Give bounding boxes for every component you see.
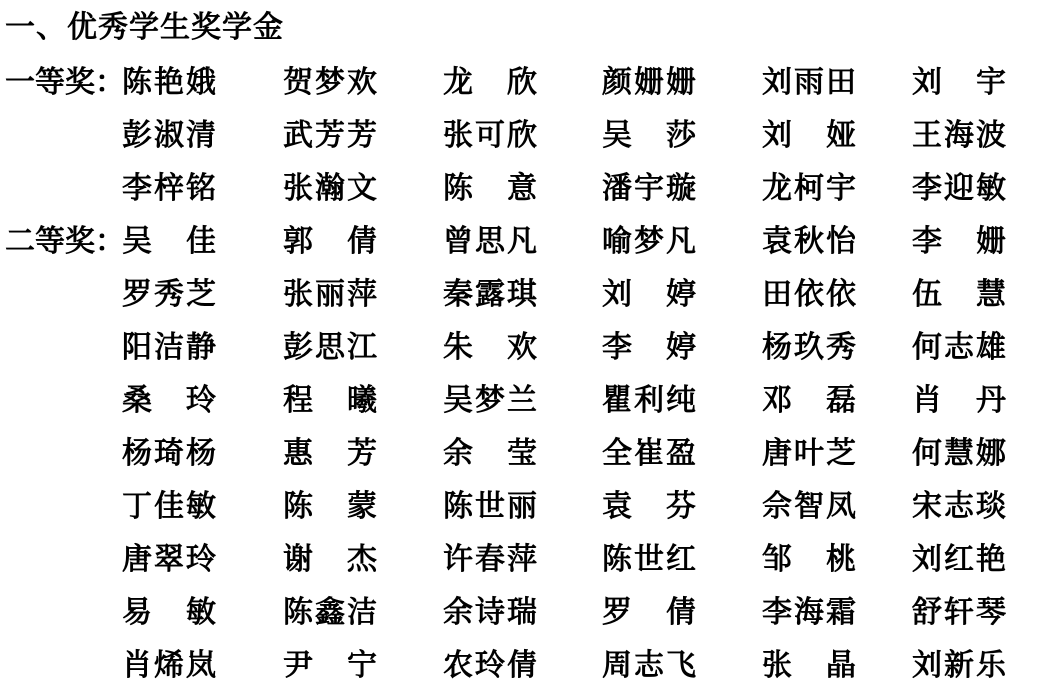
student-name: 曾思凡	[443, 224, 539, 258]
student-name: 阳洁静	[122, 330, 218, 364]
student-name: 惠 芳	[283, 436, 379, 470]
student-name: 刘新乐	[912, 648, 1008, 682]
award-tier-label: 一等奖：	[5, 65, 125, 99]
student-name: 武芳芳	[283, 118, 379, 152]
student-name: 喻梦凡	[602, 224, 698, 258]
student-name: 陈鑫洁	[283, 595, 379, 629]
student-name: 邓 磊	[762, 383, 858, 417]
student-name: 陈艳娥	[122, 65, 218, 99]
student-name: 舒轩琴	[912, 595, 1008, 629]
student-name: 杨玖秀	[762, 330, 858, 364]
student-name: 许春萍	[443, 542, 539, 576]
student-name: 肖烯岚	[122, 648, 218, 682]
student-name: 余 莹	[443, 436, 539, 470]
student-name: 尹 宁	[283, 648, 379, 682]
student-name: 吴 莎	[602, 118, 698, 152]
award-row	[5, 423, 1045, 476]
award-row	[5, 264, 1045, 317]
student-name: 刘红艳	[912, 542, 1008, 576]
award-row	[5, 529, 1045, 582]
student-name: 张可欣	[443, 118, 539, 152]
student-name: 罗 倩	[602, 595, 698, 629]
student-name: 伍 慧	[912, 277, 1008, 311]
student-name: 袁秋怡	[762, 224, 858, 258]
student-name: 肖 丹	[912, 383, 1008, 417]
student-name: 李海霜	[762, 595, 858, 629]
student-name: 张瀚文	[283, 171, 379, 205]
student-name: 龙 欣	[443, 65, 539, 99]
student-name: 农玲倩	[443, 648, 539, 682]
student-name: 佘智凤	[762, 489, 858, 523]
award-row	[5, 370, 1045, 423]
student-name: 杨琦杨	[122, 436, 218, 470]
student-name: 吴 佳	[122, 224, 218, 258]
student-name: 贺梦欢	[283, 65, 379, 99]
student-name: 程 曦	[283, 383, 379, 417]
student-name: 张 晶	[762, 648, 858, 682]
award-row	[5, 158, 1045, 211]
student-name: 陈世红	[602, 542, 698, 576]
student-name: 周志飞	[602, 648, 698, 682]
student-name: 秦露琪	[443, 277, 539, 311]
student-name: 彭思江	[283, 330, 379, 364]
student-name: 何慧娜	[912, 436, 1008, 470]
student-name: 李 姗	[912, 224, 1008, 258]
document-title: 一、优秀学生奖学金	[5, 11, 284, 44]
student-name: 吴梦兰	[443, 383, 539, 417]
student-name: 邹 桃	[762, 542, 858, 576]
student-name: 全崔盈	[602, 436, 698, 470]
award-row	[5, 52, 1045, 105]
student-name: 李 婷	[602, 330, 698, 364]
award-row	[5, 476, 1045, 529]
student-name: 袁 芬	[602, 489, 698, 523]
student-name: 余诗瑞	[443, 595, 539, 629]
student-name: 桑 玲	[122, 383, 218, 417]
student-name: 张丽萍	[283, 277, 379, 311]
award-row	[5, 635, 1045, 688]
student-name: 罗秀芝	[122, 277, 218, 311]
student-name: 瞿利纯	[602, 383, 698, 417]
student-name: 宋志琰	[912, 489, 1008, 523]
award-row	[5, 317, 1045, 370]
student-name: 唐翠玲	[122, 542, 218, 576]
student-name: 易 敏	[122, 595, 218, 629]
student-name: 刘 婷	[602, 277, 698, 311]
student-name: 丁佳敏	[122, 489, 218, 523]
award-row	[5, 582, 1045, 635]
student-name: 唐叶芝	[762, 436, 858, 470]
award-row	[5, 105, 1045, 158]
student-name: 谢 杰	[283, 542, 379, 576]
student-name: 何志雄	[912, 330, 1008, 364]
student-name: 刘 娅	[762, 118, 858, 152]
student-name: 李梓铭	[122, 171, 218, 205]
award-tier-label: 二等奖：	[5, 224, 125, 258]
student-name: 李迎敏	[912, 171, 1008, 205]
student-name: 龙柯宇	[762, 171, 858, 205]
award-row	[5, 211, 1045, 264]
student-name: 颜姗姗	[602, 65, 698, 99]
student-name: 陈世丽	[443, 489, 539, 523]
student-name: 刘雨田	[762, 65, 858, 99]
student-name: 郭 倩	[283, 224, 379, 258]
student-name: 王海波	[912, 118, 1008, 152]
student-name: 陈 意	[443, 171, 539, 205]
student-name: 潘宇璇	[602, 171, 698, 205]
student-name: 田依依	[762, 277, 858, 311]
student-name: 陈 蒙	[283, 489, 379, 523]
student-name: 彭淑清	[122, 118, 218, 152]
student-name: 刘 宇	[912, 65, 1008, 99]
student-name: 朱 欢	[443, 330, 539, 364]
